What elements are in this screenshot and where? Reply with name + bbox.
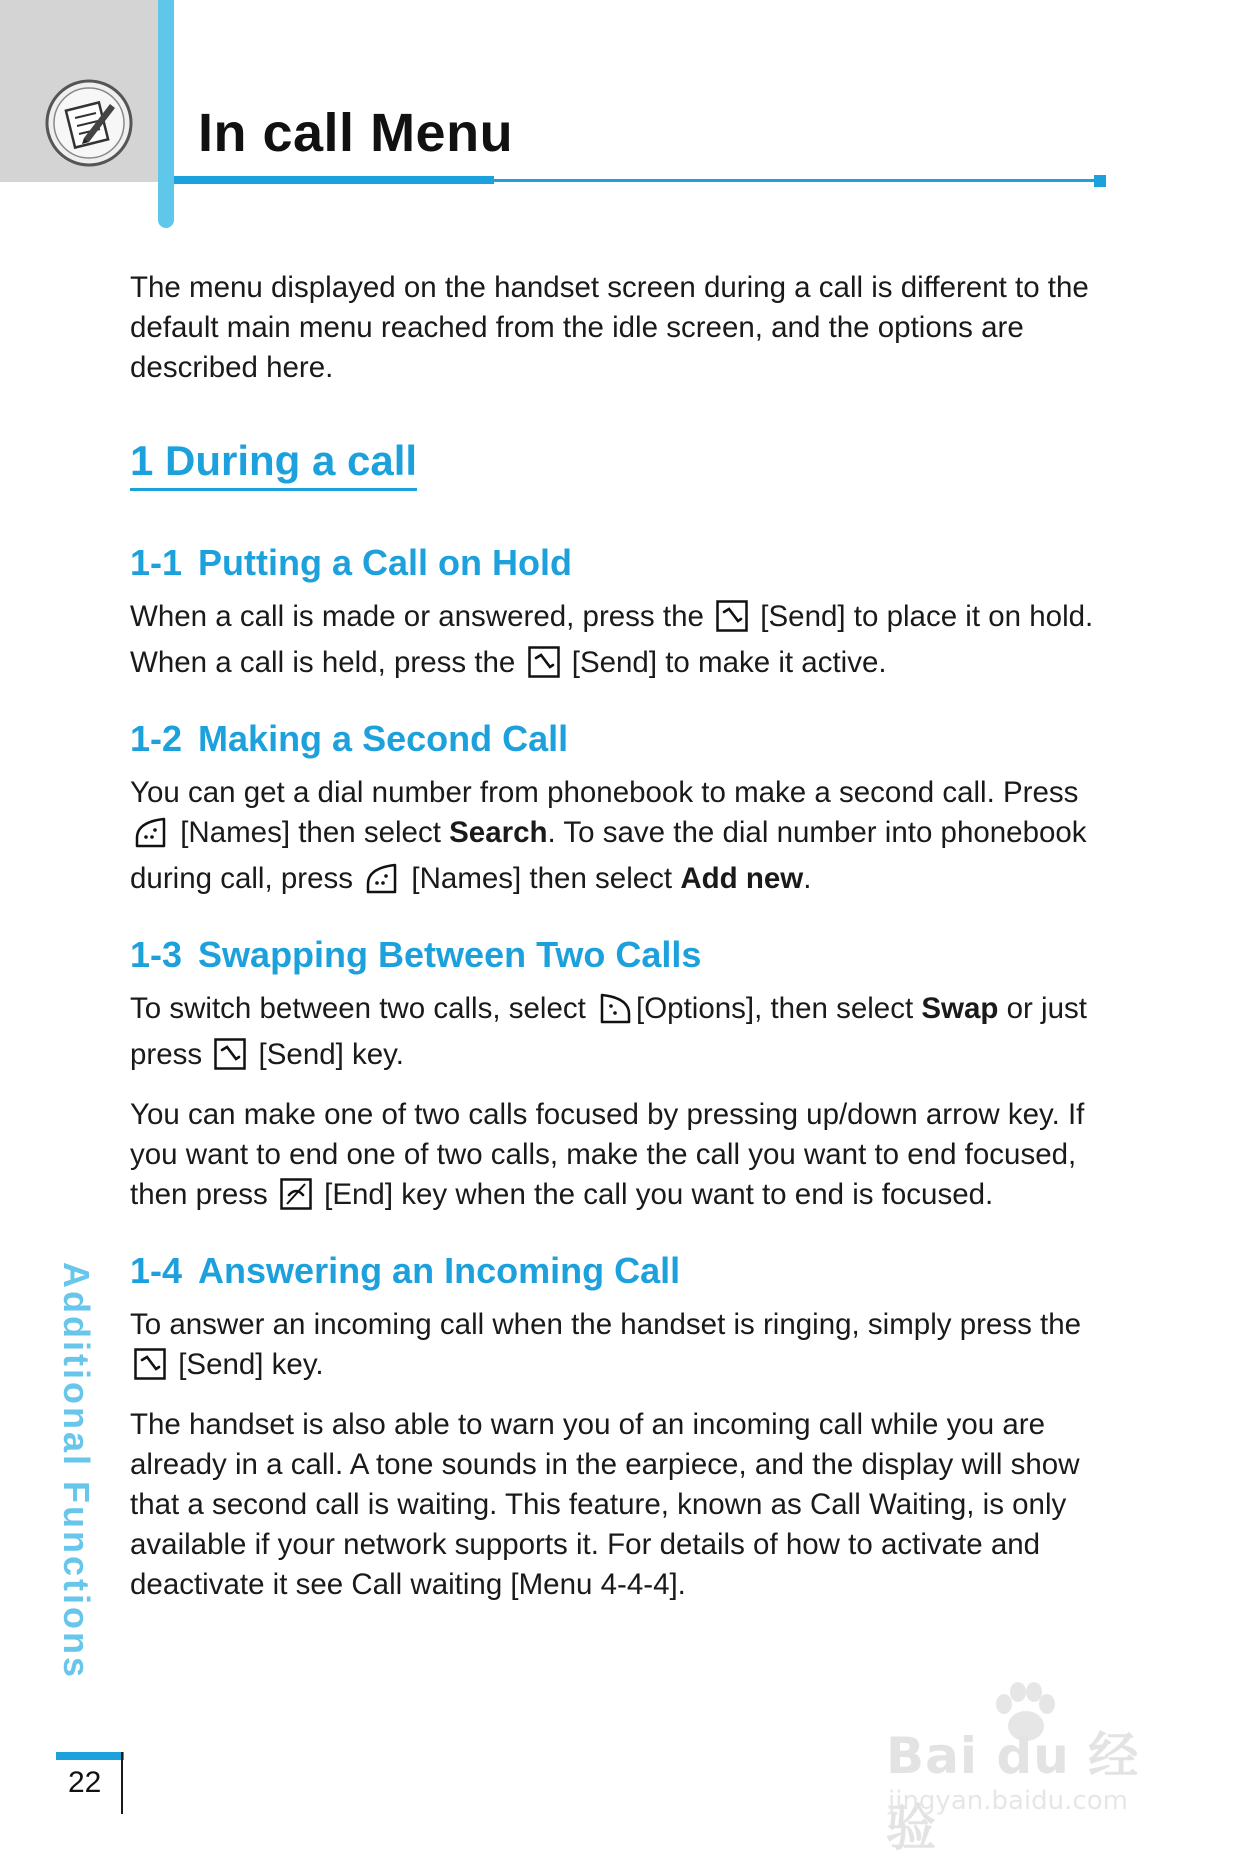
subsection-putting-call-on-hold [130, 541, 1110, 689]
watermark-logo: Bai du 经验 [886, 1727, 1140, 1857]
answer-paragraph [130, 1305, 1110, 1391]
subsection-swapping-calls [130, 933, 1110, 1221]
page-number: 22 [68, 1766, 102, 1799]
send-key-icon [134, 1348, 166, 1391]
subsection-number: 1-4 [130, 1250, 183, 1291]
text-run: To answer an incoming call when the handset is ringing, simply press the [130, 1308, 1082, 1341]
subsection-answering-incoming-call [130, 1249, 1110, 1605]
text-run: or just press [130, 992, 1087, 1071]
baidu-watermark [886, 1682, 1178, 1857]
text-run: . [803, 862, 812, 895]
text-run: [Send] key. [258, 1038, 404, 1071]
text-run: [Names] then select [180, 816, 441, 849]
page-number-rule [56, 1752, 124, 1760]
text-run: To switch between two calls, select [130, 992, 586, 1025]
sidebar-section-label: Additional Functions [56, 1262, 97, 1680]
text-run: . To save the dial number into phonebook during call, press [130, 816, 1087, 895]
subsection-title: Swapping Between Two Calls [198, 934, 702, 975]
end-call-paragraph [130, 1095, 1110, 1221]
hold-paragraph [130, 597, 1110, 689]
text-run: [Names] then select [411, 862, 673, 895]
second-call-paragraph [130, 773, 1110, 905]
subsection-title: Making a Second Call [198, 718, 569, 759]
bold-term-add-new: Add new [680, 862, 804, 895]
page-number-divider [121, 1752, 123, 1814]
text-run: You can make one of two calls focused by pressing up/down arrow key. If you want to end one of two calls, make the call you want to end focused, then press [130, 1098, 1085, 1211]
bold-term-swap: Swap [921, 992, 999, 1025]
text-run: [Send] to make it active. [571, 646, 887, 679]
text-run: [Options], then select [636, 992, 914, 1025]
page-content [130, 268, 1110, 1633]
watermark-url: jingyan.baidu.com [888, 1786, 1128, 1816]
title-underline-thin [494, 179, 1102, 182]
left-soft-key-icon [365, 862, 399, 905]
bold-term-search: Search [449, 816, 548, 849]
subsection-number: 1-2 [130, 718, 183, 759]
section-heading-during-a-call: 1 During a call [130, 436, 417, 491]
text-run: [End] key when the call you want to end is focused. [324, 1178, 994, 1211]
subsection-heading [130, 933, 1110, 977]
text-run: You can get a dial number from phonebook to make a second call. Press [130, 776, 1079, 809]
subsection-making-second-call [130, 717, 1110, 905]
subsection-title: Putting a Call on Hold [198, 542, 573, 583]
text-run: When a call is made or answered, press the [130, 600, 704, 633]
text-run: [Send] to place it on hold. When a call is held, press the [130, 600, 1094, 679]
left-soft-key-icon [134, 816, 168, 859]
text-run: [Send] key. [178, 1348, 324, 1381]
page-title: In call Menu [198, 103, 514, 163]
send-key-icon [716, 600, 748, 643]
send-key-icon [214, 1038, 246, 1081]
notepad-icon [44, 78, 134, 168]
end-key-icon [280, 1178, 312, 1221]
title-underline-end-square [1094, 175, 1106, 187]
swap-paragraph [130, 989, 1110, 1081]
subsection-number: 1-1 [130, 542, 183, 583]
subsection-number: 1-3 [130, 934, 183, 975]
intro-paragraph: The menu displayed on the handset screen during a call is different to the default main menu reached from the idle screen, and the options are described here. [130, 271, 1089, 384]
title-underline-thick [174, 176, 494, 184]
subsection-title: Answering an Incoming Call [198, 1250, 681, 1291]
subsection-heading [130, 1249, 1110, 1293]
header-vertical-bar [158, 0, 174, 228]
send-key-icon [528, 646, 560, 689]
call-waiting-paragraph: The handset is also able to warn you of an incoming call while you are already in a call. A tone sounds in the earpiece, and the display will show that a second call is waiting. This feature, known as Call Waiting, is only available if your network supports it. For details of how to activate and deactivate it see Call waiting [Menu 4-4-4]. [130, 1408, 1080, 1601]
subsection-heading [130, 717, 1110, 761]
subsection-heading [130, 541, 1110, 585]
right-soft-key-icon [598, 992, 632, 1035]
